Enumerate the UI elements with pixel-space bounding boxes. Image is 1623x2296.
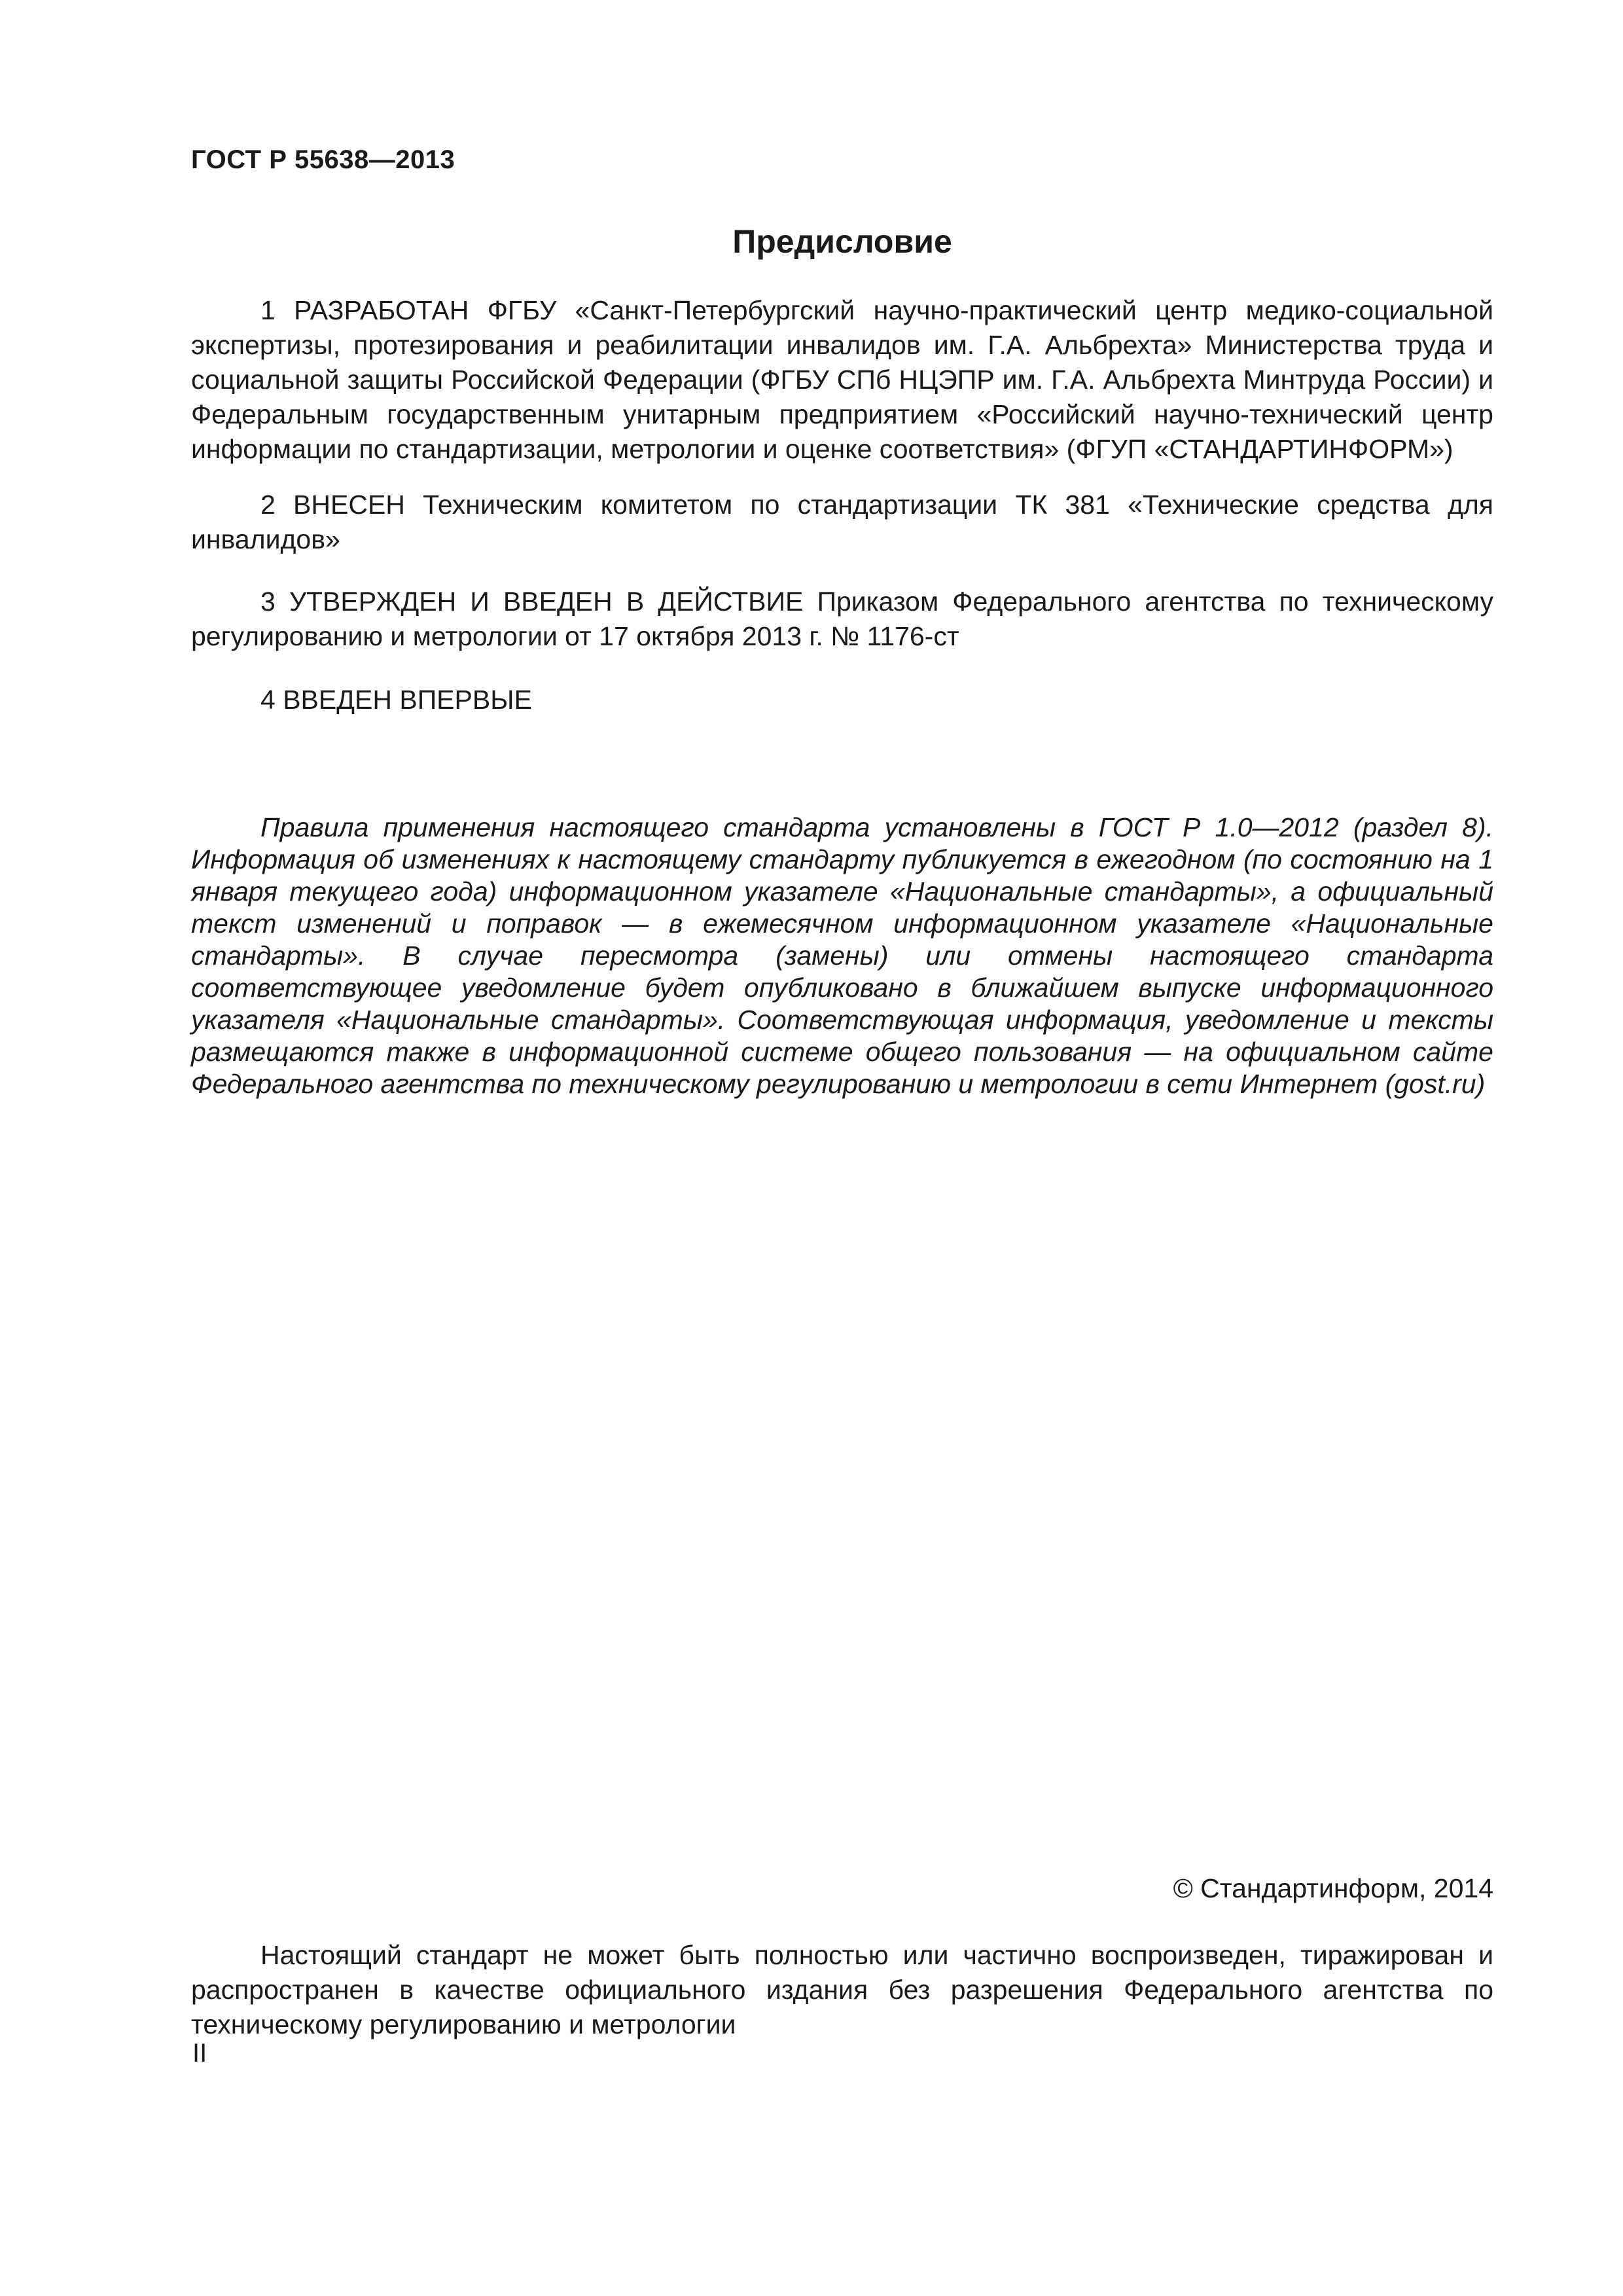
- foreword-item-3: 3 УТВЕРЖДЕН И ВВЕДЕН В ДЕЙСТВИЕ Приказом Федерального агентства по техническому регулированию и метрологии от 17 октября 2013 г. № 1176-ст: [191, 586, 1493, 651]
- foreword-item-2: 2 ВНЕСЕН Техническим комитетом по стандартизации ТК 381 «Технические средства для инвалидов»: [191, 490, 1493, 554]
- page-number: II: [192, 2039, 207, 2068]
- reproduction-notice: Настоящий стандарт не может быть полностью или частично воспроизведен, тиражирован и распространен в качестве официального издания без разрешения Федерального агентства по техническому регулированию и метрологии: [191, 1940, 1493, 2039]
- foreword-item-4: 4 ВВЕДЕН ВПЕРВЫЕ: [260, 685, 532, 715]
- foreword-item-1: 1 РАЗРАБОТАН ФГБУ «Санкт-Петербургский научно-практический центр медико-социальной экспертизы, протезирования и реабилитации инвалидов им. Г.А. Альбрехта» Министерства труда и социальной защиты Российской Федерации (ФГБУ СПб НЦЭПР им. Г.А. Альбрехта Минтруда России) и Федеральным государственным унитарным предприятием «Российский научно-технический центр информации по стандартизации, метрологии и оценке соответствия» (ФГУП «СТАНДАРТИНФОРМ»): [191, 295, 1493, 464]
- section-title: Предисловие: [732, 223, 952, 260]
- application-rules-note: Правила применения настоящего стандарта установлены в ГОСТ Р 1.0—2012 (раздел 8). Информация об изменениях к настоящему стандарту публикуется в ежегодном (по состоянию на 1 января текущего года) информационном указателе «Национальные стандарты», а официальный текст изменений и поправок — в ежемесячном информационном указателе «Национальные стандарты». В случае пересмотра (замены) или отмены настоящего стандарта соответствующее уведомление будет опубликовано в ближайшем выпуске информационного указателя «Национальные стандарты». Соответствующая информация, уведомление и тексты размещаются также в информационной системе общего пользования — на официальном сайте Федерального агентства по техническому регулированию и метрологии в сети Интернет (gost.ru): [191, 812, 1493, 1099]
- copyright-line: © Стандартинформ, 2014: [1173, 1873, 1493, 1903]
- document-code: ГОСТ Р 55638—2013: [191, 145, 455, 174]
